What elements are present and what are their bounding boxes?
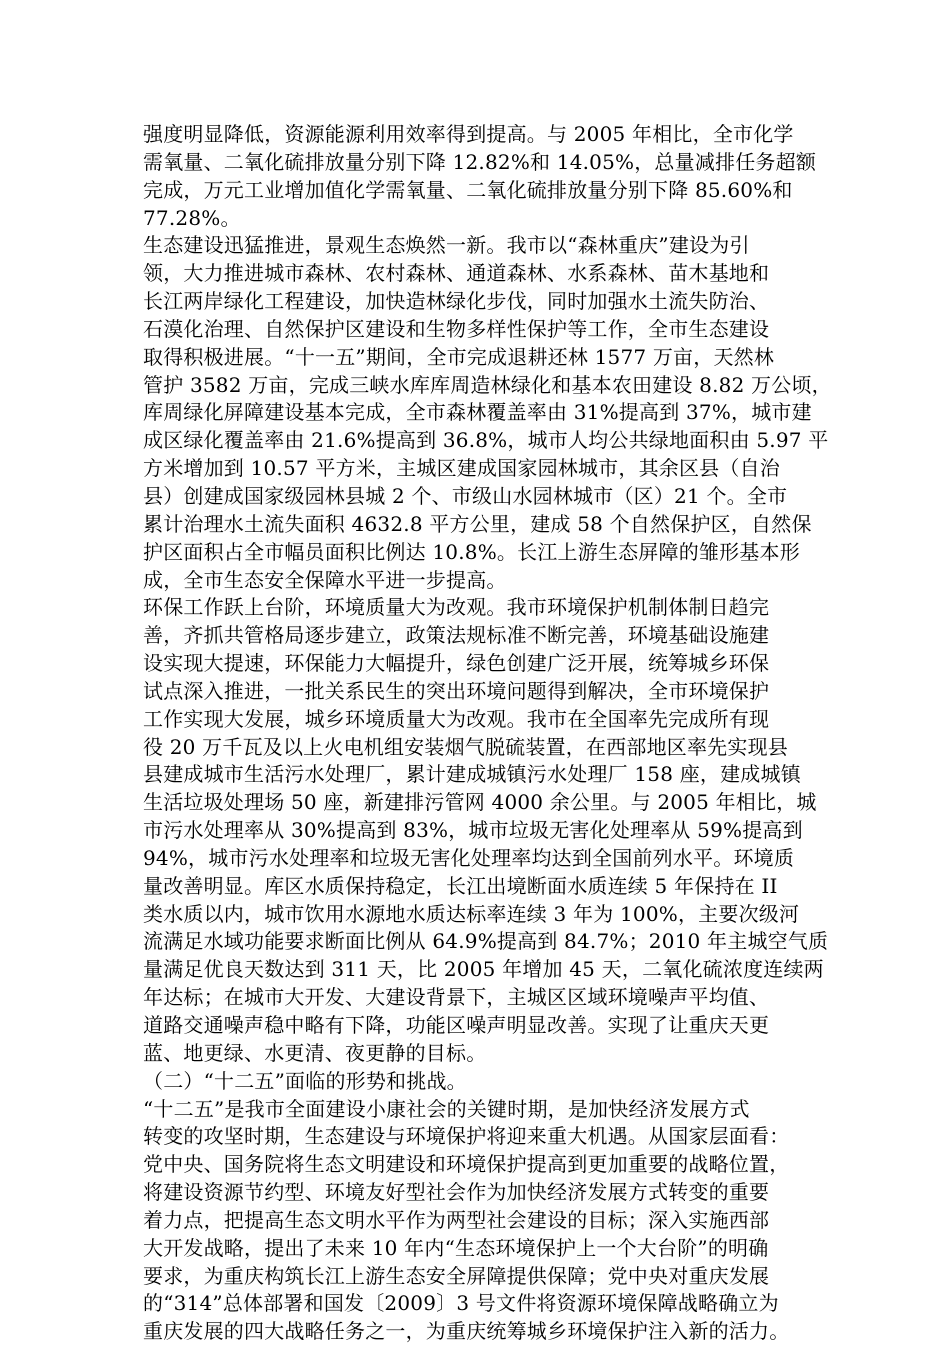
text-line: 重庆发展的四大战略任务之一，为重庆统筹城乡环境保护注入新的活力。	[143, 1319, 790, 1344]
text-line: 转变的攻坚时期，生态建设与环境保护将迎来重大机遇。从国家层面看：	[143, 1124, 790, 1149]
text-line: 工作实现大发展，城乡环境质量大为改观。我市在全国率先完成所有现	[143, 706, 770, 731]
text-line: 完成，万元工业增加值化学需氧量、二氧化硫排放量分别下降 85.60%和	[143, 177, 793, 202]
text-line: 库周绿化屏障建设基本完成，全市森林覆盖率由 31%提高到 37%，城市建	[143, 400, 812, 425]
text-line: 成，全市生态安全保障水平进一步提高。	[143, 567, 507, 592]
text-line: 生态建设迅猛推进，景观生态焕然一新。我市以“森林重庆”建设为引	[143, 233, 750, 258]
text-line: 长江两岸绿化工程建设，加快造林绿化步伐，同时加强水土流失防治、	[143, 289, 770, 314]
text-line: “十二五”是我市全面建设小康社会的关键时期，是加快经济发展方式	[143, 1096, 750, 1121]
text-line: 量改善明显。库区水质保持稳定，长江出境断面水质连续 5 年保持在 II	[143, 873, 778, 898]
text-line: 石漠化治理、自然保护区建设和生物多样性保护等工作，全市生态建设	[143, 316, 770, 341]
text-line: 县）创建成国家级园林县城 2 个、市级山水园林城市（区）21 个。全市	[143, 483, 788, 508]
text-line: 量满足优良天数达到 311 天，比 2005 年增加 45 天，二氧化硫浓度连续两	[143, 957, 824, 982]
text-line: 94%，城市污水处理率和垃圾无害化处理率均达到全国前列水平。环境质	[143, 845, 795, 870]
text-line: 县建成城市生活污水处理厂，累计建成城镇污水处理厂 158 座，建成城镇	[143, 762, 801, 787]
text-line: 领，大力推进城市森林、农村森林、通道森林、水系森林、苗木基地和	[143, 261, 770, 286]
text-line: 环保工作跃上台阶，环境质量大为改观。我市环境保护机制体制日趋完	[143, 595, 770, 620]
text-line: 成区绿化覆盖率由 21.6%提高到 36.8%，城市人均公共绿地面积由 5.97 平	[143, 428, 829, 453]
text-line: 强度明显降低，资源能源利用效率得到提高。与 2005 年相比，全市化学	[143, 122, 794, 146]
text-line: 役 20 万千瓦及以上火电机组安装烟气脱硫装置，在西部地区率先实现县	[143, 734, 788, 759]
text-line: 方米增加到 10.57 平方米，主城区建成国家园林城市，其余区县（自治	[143, 456, 780, 481]
text-line: 需氧量、二氧化硫排放量分别下降 12.82%和 14.05%，总量减排任务超额	[143, 149, 817, 174]
text-line: 善，齐抓共管格局逐步建立，政策法规标准不断完善，环境基础设施建	[143, 623, 770, 648]
text-line: 流满足水域功能要求断面比例从 64.9%提高到 84.7%；2010 年主城空气质	[143, 929, 829, 954]
text-line: 累计治理水土流失面积 4632.8 平方公里，建成 58 个自然保护区，自然保	[143, 511, 812, 536]
text-line: 党中央、国务院将生态文明建设和环境保护提高到更加重要的战略位置，	[143, 1152, 790, 1177]
text-line: 蓝、地更绿、水更清、夜更静的目标。	[143, 1040, 487, 1065]
text-line: 77.28%。	[143, 205, 241, 230]
text-line: 要求，为重庆构筑长江上游生态安全屏障提供保障；党中央对重庆发展	[143, 1263, 770, 1288]
text-line: 将建设资源节约型、环境友好型社会作为加快经济发展方式转变的重要	[143, 1180, 770, 1205]
text-line: 设实现大提速，环保能力大幅提升，绿色创建广泛开展，统筹城乡环保	[143, 651, 770, 676]
section-heading: （二）“十二五”面临的形势和挑战。	[143, 1068, 467, 1093]
text-line: 年达标；在城市大开发、大建设背景下，主城区区域环境噪声平均值、	[143, 985, 770, 1010]
text-line: 生活垃圾处理场 50 座，新建排污管网 4000 余公里。与 2005 年相比，城	[143, 790, 817, 815]
text-line: 道路交通噪声稳中略有下降，功能区噪声明显改善。实现了让重庆天更	[143, 1013, 770, 1037]
text-line: 管护 3582 万亩，完成三峡水库库周造林绿化和基本农田建设 8.82 万公顷，	[143, 372, 832, 397]
document-body	[143, 121, 832, 1346]
text-line: 试点深入推进，一批关系民生的突出环境问题得到解决，全市环境保护	[143, 678, 770, 703]
text-line: 的“314”总体部署和国发〔2009〕3 号文件将资源环境保障战略确立为	[143, 1291, 779, 1316]
text-line: 市污水处理率从 30%提高到 83%，城市垃圾无害化处理率从 59%提高到	[143, 818, 803, 843]
text-line: 取得积极进展。“十一五”期间，全市完成退耕还林 1577 万亩，天然林	[143, 344, 775, 369]
text-line: 护区面积占全市幅员面积比例达 10.8%。长江上游生态屏障的雏形基本形	[143, 539, 800, 564]
text-line: 大开发战略，提出了未来 10 年内“生态环境保护上一个大台阶”的明确	[143, 1235, 769, 1260]
text-line: 着力点，把提高生态文明水平作为两型社会建设的目标；深入实施西部	[143, 1207, 770, 1232]
text-line: 类水质以内，城市饮用水源地水质达标率连续 3 年为 100%，主要次级河	[143, 901, 800, 926]
